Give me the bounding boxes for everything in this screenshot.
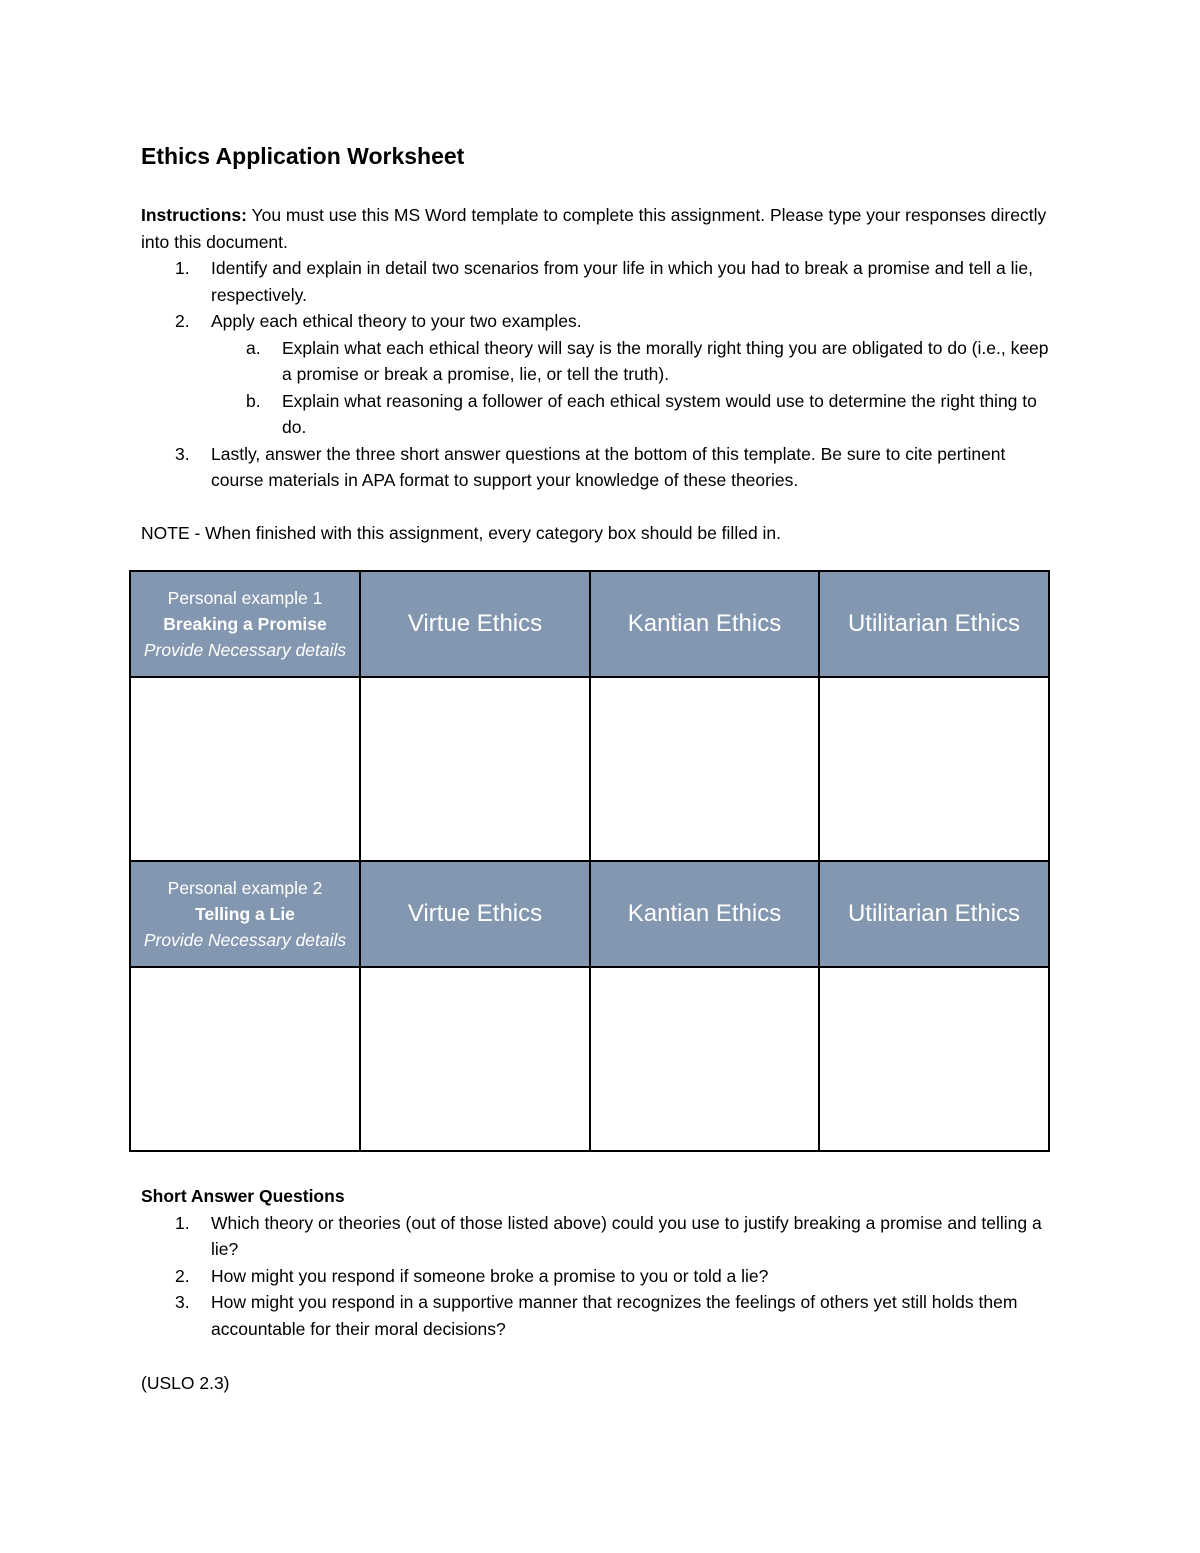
note-text: NOTE - When finished with this assignment, every category box should be filled in. xyxy=(141,523,782,543)
table-row xyxy=(130,967,1049,1151)
list-item xyxy=(141,1210,1061,1263)
example-2-virtue-cell[interactable] xyxy=(360,967,590,1151)
sub-list-letter: a. xyxy=(246,337,261,358)
sub-list-item-text: Explain what reasoning a follower of each ethical system would use to determine the right thing to do. xyxy=(282,390,1037,437)
list-item xyxy=(141,441,1051,494)
column-header-utilitarian: Utilitarian Ethics xyxy=(819,571,1049,677)
example-header-cell xyxy=(130,571,360,677)
list-number: 2. xyxy=(175,311,190,331)
list-item-text: Lastly, answer the three short answer questions at the bottom of this template. Be sure to cite pertinent course materials in APA format to support your knowledge of these theories. xyxy=(211,443,1006,490)
example-1-virtue-cell[interactable] xyxy=(360,677,590,861)
instructions-paragraph xyxy=(141,202,1051,255)
example-label: Personal example 1 xyxy=(167,588,323,608)
list-number: 1. xyxy=(175,258,190,278)
list-number: 3. xyxy=(175,1292,190,1312)
list-item xyxy=(141,308,1051,441)
example-1-details-cell[interactable] xyxy=(130,677,360,861)
sub-list-item xyxy=(211,388,1051,441)
list-number: 2. xyxy=(175,1265,190,1286)
instructions-label: Instructions: xyxy=(141,205,247,225)
table-header-row xyxy=(130,861,1049,967)
example-label: Personal example 2 xyxy=(167,878,323,898)
short-answer-title: Short Answer Questions xyxy=(141,1186,345,1206)
list-item-text: Identify and explain in detail two scenarios from your life in which you had to break a promise and tell a lie, respectively. xyxy=(211,258,1033,305)
table-row xyxy=(130,677,1049,861)
ethics-table xyxy=(129,570,1050,1152)
sub-list-letter: b. xyxy=(246,390,261,411)
instructions-text: You must use this MS Word template to complete this assignment. Please type your responses directly into this document. xyxy=(141,205,1047,252)
list-item-text: Apply each ethical theory to your two examples. xyxy=(211,311,582,331)
uslo-reference: (USLO 2.3) xyxy=(141,1373,230,1393)
example-1-utilitarian-cell[interactable] xyxy=(819,677,1049,861)
list-number: 3. xyxy=(175,443,190,464)
short-answer-list xyxy=(141,1210,1061,1343)
page-title: Ethics Application Worksheet xyxy=(141,143,465,169)
example-hint: Provide Necessary details xyxy=(143,640,347,660)
list-item-text: How might you respond in a supportive manner that recognizes the feelings of others yet still holds them accountable for their moral decisions? xyxy=(211,1292,1018,1339)
column-header-kantian: Kantian Ethics xyxy=(590,571,819,677)
column-header-virtue: Virtue Ethics xyxy=(360,861,590,967)
instructions-list xyxy=(141,255,1051,494)
instructions-section xyxy=(141,202,1051,494)
example-2-utilitarian-cell[interactable] xyxy=(819,967,1049,1151)
sub-list xyxy=(211,335,1051,441)
example-title: Telling a Lie xyxy=(195,904,295,924)
example-header-cell xyxy=(130,861,360,967)
short-answer-section xyxy=(141,1183,1061,1342)
sub-list-item-text: Explain what each ethical theory will say is the morally right thing you are obligated to do (i.e., keep a promise or break a promise, lie, or tell the truth). xyxy=(282,337,1049,384)
example-hint: Provide Necessary details xyxy=(143,930,347,950)
column-header-utilitarian: Utilitarian Ethics xyxy=(819,861,1049,967)
example-title: Breaking a Promise xyxy=(163,614,327,634)
list-item xyxy=(141,1289,1061,1342)
list-item-text: Which theory or theories (out of those listed above) could you use to justify breaking a promise and telling a lie? xyxy=(211,1212,1042,1259)
table-header-row xyxy=(130,571,1049,677)
column-header-virtue: Virtue Ethics xyxy=(360,571,590,677)
list-item-text: How might you respond if someone broke a promise to you or told a lie? xyxy=(211,1265,769,1286)
example-2-details-cell[interactable] xyxy=(130,967,360,1151)
list-item xyxy=(141,255,1051,308)
example-1-kantian-cell[interactable] xyxy=(590,677,819,861)
list-number: 1. xyxy=(175,1212,190,1233)
example-2-kantian-cell[interactable] xyxy=(590,967,819,1151)
sub-list-item xyxy=(211,335,1051,388)
list-item xyxy=(141,1263,1061,1290)
column-header-kantian: Kantian Ethics xyxy=(590,861,819,967)
